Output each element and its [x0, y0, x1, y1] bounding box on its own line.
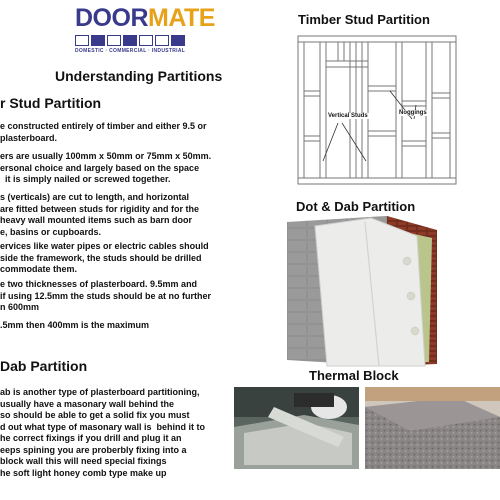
timber-para-5: e two thicknesses of plasterboard. 9.5mm and if using 12.5mm the studs should be at no further n 600mm [0, 279, 212, 312]
timber-para-3: s (verticals) are cut to length, and horizontal are fitted between studs for rigidity and for the heavy wall mounted items such as barn door e, basins or cupboards. [0, 192, 200, 237]
dot-dab-para: ab is another type of plasterboard partitioning, usually have a masonary wall behind the so should be able to get a solid fix you must d out what type of masonary wall is behind it to he correct fixings if you drill and plug it an eeps spining you are proberbly fixing into a block wall this will need special fixings he soft light honey comb type make up [0, 387, 206, 478]
timber-para-1: e constructed entirely of timber and either 9.5 or plasterboard. [0, 121, 207, 143]
logo-door-icons [75, 35, 187, 46]
timber-stud-diagram [290, 31, 466, 191]
vertical-studs-label: Vertical Studs [328, 113, 368, 119]
logo-wordmark [75, 4, 215, 32]
thermal-block-title: Thermal Block [309, 368, 399, 383]
timber-figure-title: Timber Stud Partition [298, 12, 430, 27]
page-title: Understanding Partitions [55, 68, 223, 84]
logo-mate-text: MATE [148, 4, 215, 32]
timber-para-2: ers are usually 100mm x 50mm or 75mm x 50mm. ersonal choice and largely based on the space it is simply nailed or screwed together. [0, 151, 212, 184]
logo-tagline: DOMESTIC · COMMERCIAL · INDUSTRIAL [75, 48, 186, 54]
timber-stud-heading: r Stud Partition [0, 95, 102, 111]
timber-para-6: .5mm then 400mm is the maximum [0, 320, 150, 330]
dot-dab-diagram [287, 216, 445, 368]
doormate-logo [75, 4, 215, 58]
dot-dab-figure-title: Dot & Dab Partition [296, 199, 416, 214]
thermal-block-photo-closeup [365, 387, 500, 469]
noggings-label: Noggings [399, 110, 427, 116]
thermal-block-photo-cutting [234, 387, 359, 469]
logo-door-text: DOOR [75, 4, 148, 32]
dot-dab-heading: Dab Partition [0, 358, 88, 374]
timber-para-4: ervices like water pipes or electric cables should side the framework, the studs should be drilled commodate them. [0, 241, 209, 274]
